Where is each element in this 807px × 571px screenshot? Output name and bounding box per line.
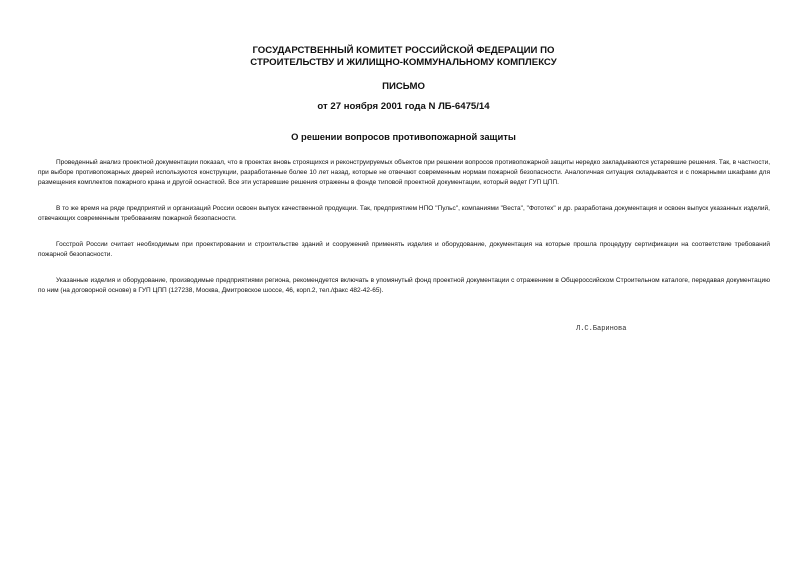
document-type: ПИСЬМО <box>382 81 425 92</box>
paragraph-3: Госстрой России считает необходимым при проектировании и строительстве зданий и сооружений применять изделия и оборудование, документация на которые прошла процедуру сертификации на соответствие требований пожарной безопасности. <box>38 241 770 258</box>
organization-line-2: СТРОИТЕЛЬСТВУ И ЖИЛИЩНО-КОММУНАЛЬНОМУ КОМПЛЕКСУ <box>250 57 557 68</box>
document-subject: О решении вопросов противопожарной защиты <box>291 131 516 142</box>
document-number-date: от 27 ноября 2001 года N ЛБ-6475/14 <box>317 101 490 112</box>
signatory-name: Л.С.Баринова <box>576 325 627 333</box>
paragraph-4: Указанные изделия и оборудование, производимые предприятиями региона, рекомендуется включать в упомянутый фонд проектной документации с отражением в Общероссийском Строительном каталоге, передавая документацию по ним (на договорной основе) в ГУП ЦПП (127238, Москва, Дмитровское шоссе, 46, корп.2, тел./факс 482-42-65). <box>38 277 770 294</box>
paragraph-2: В то же время на ряде предприятий и организаций России освоен выпуск качественной продукции. Так, предприятием НПО "Пульс", компаниями "Веста", "Фототех" и др. разработана документация и освоен выпуск указанных изделий, отвечающих современным требованиям пожарной безопасности. <box>38 205 770 222</box>
organization-line-1: ГОСУДАРСТВЕННЫЙ КОМИТЕТ РОССИЙСКОЙ ФЕДЕРАЦИИ ПО <box>252 45 555 56</box>
document-body <box>38 158 770 312</box>
issuing-organization <box>0 45 807 69</box>
paragraph-1: Проведенный анализ проектной документации показал, что в проектах вновь строящихся и реконструируемых объектов при решении вопросов противопожарной защиты нередко закладываются устаревшие решения. Так, в частности, при выборе противопожарных дверей используются конструкции, разработанные более 10 лет назад, которые не отвечают современным нормам пожарной безопасности. Аналогичная ситуация складывается и с пожарными шкафами для размещения комплектов пожарного крана и другой оснасткой. Все эти устаревшие решения отражены в фонде типовой проектной документации, который ведет ГУП ЦПП. <box>38 159 771 186</box>
